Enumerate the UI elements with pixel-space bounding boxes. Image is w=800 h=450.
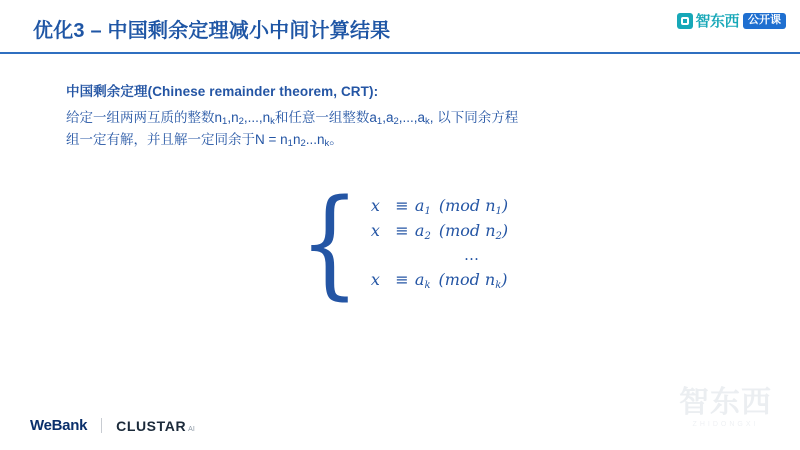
eq-mod-close: ) [501,195,509,215]
desc-seg: ,n [227,110,239,125]
eq-rhs-base: a [414,195,425,215]
desc-seg: ,a [382,110,394,125]
eq-rhs [415,221,431,240]
eq-mod-sub: k [495,279,502,291]
eq-lhs: x [370,220,380,240]
eq-modulus [439,270,508,289]
eq-rhs-sub: 2 [424,230,431,242]
desc-seg: , 以下同余方程 [429,110,519,125]
eq-rhs-sub: 1 [424,205,431,217]
desc-seg: ...n [305,131,325,147]
footer-logos [28,417,195,434]
eq-relation: ≡ [395,220,409,240]
desc-sub: 2 [393,116,399,127]
desc-seg: n [292,131,301,147]
watermark-subtext: ZHIDONGXI [692,421,759,428]
desc-seg: ,...,a [398,110,426,125]
brand-mark [677,10,739,31]
desc-sub: 1 [287,137,293,149]
desc-sub: k [270,116,275,127]
zhidx-logo-icon [677,13,693,29]
desc-sub: 1 [376,116,383,127]
watermark-text: 智东西 [679,386,772,419]
eq-rhs-base: a [414,269,425,289]
desc-sub: k [425,116,430,127]
webank-logo: WeBank [30,417,88,434]
clustar-wordmark: CLUSTAR [116,417,187,434]
eq-modulus [439,221,508,240]
watermark [679,388,772,428]
desc-seg: 。 [329,131,343,147]
equation-row [371,221,508,240]
eq-mod-sub: 2 [495,230,502,242]
desc-sub: 2 [238,116,244,127]
eq-mod-close: ) [501,220,509,240]
brand-name: 智东西 [695,13,739,30]
eq-rhs-sub: k [424,279,431,291]
eq-mod-close: ) [501,269,508,289]
desc-seg: 组一定有解，并且解一定同余于N = n [66,131,288,147]
eq-mod-base: (mod n [438,195,496,215]
eq-rhs [415,270,431,289]
equation-ellipsis: … [464,245,482,264]
equation-row [371,196,508,215]
eq-mod-base: (mod n [438,269,496,289]
eq-rhs-base: a [414,220,425,240]
desc-sub: k [324,137,330,149]
eq-modulus [439,196,508,215]
eq-lhs: x [370,269,380,289]
equation-rows [371,178,508,306]
brand-logo [677,10,786,31]
desc-sub: 1 [222,116,228,127]
desc-seg: ,...,n [243,110,271,125]
clustar-subtext: AI [188,425,195,433]
desc-sub: 2 [300,137,306,149]
congruence-system [292,173,509,311]
equation-row [371,270,508,289]
eq-relation: ≡ [395,269,409,289]
equation-system [0,173,800,311]
brace-glyph: { [299,173,360,311]
theorem-heading: 中国剩余定理(Chinese remainder theorem, CRT): [66,84,379,99]
eq-rhs [415,196,431,215]
header-divider [0,52,800,54]
theorem-description [66,107,766,151]
page-title: 优化3 – 中国剩余定理减小中间计算结果 [33,20,391,42]
desc-seg: 给定一组两两互质的整数n [66,110,223,125]
clustar-logo [116,418,195,434]
eq-mod-sub: 1 [495,205,502,217]
footer-divider [101,418,102,433]
eq-lhs: x [370,195,380,215]
content-block [66,80,766,151]
desc-seg: 和任意一组整数a [274,110,377,125]
eq-mod-base: (mod n [438,220,496,240]
brand-badge: 公开课 [743,13,786,29]
eq-relation: ≡ [395,195,409,215]
